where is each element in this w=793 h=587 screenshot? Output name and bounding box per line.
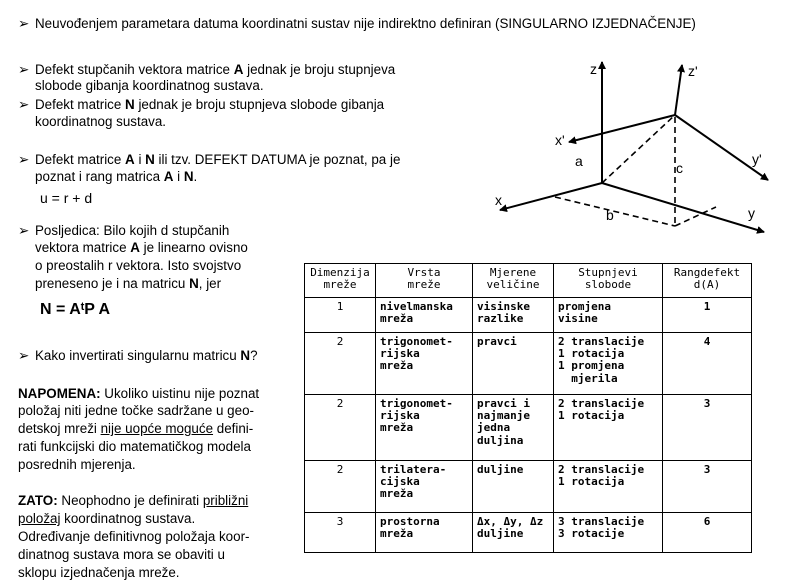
table-row <box>305 513 752 553</box>
table-cell: 2 <box>305 461 376 513</box>
table-cell: 1 <box>663 298 752 333</box>
label-b: b <box>606 207 614 223</box>
table-header-cell: Rangdefekt d(A) <box>663 264 752 298</box>
label-a: a <box>575 153 583 169</box>
x-prime-axis <box>569 115 675 142</box>
bullet-arrow-icon: ➢ <box>18 62 30 77</box>
zato-line-5: sklopu izjednačenja mreže. <box>18 565 180 580</box>
zato-line-4: dinatnog sustava mora se obaviti u <box>18 547 225 562</box>
table-cell: 3 translacije 3 rotacije <box>554 513 663 553</box>
z-prime-axis <box>675 65 682 115</box>
label-c: c <box>676 160 683 176</box>
label-x: x <box>495 192 502 208</box>
label-y: y <box>748 205 755 221</box>
label-x-prime: x' <box>555 132 565 148</box>
bullet-arrow-icon: ➢ <box>18 348 30 363</box>
bullet-1-line-1: ➢ Defekt stupčanih vektora matrice A jednak je broju stupnjeva <box>18 62 396 77</box>
table-row <box>305 298 752 333</box>
bullet-arrow-icon: ➢ <box>18 223 30 238</box>
label-z: z <box>590 61 597 77</box>
table-cell: 3 <box>305 513 376 553</box>
y-prime-axis <box>675 115 768 180</box>
table-cell: nivelmanska mreža <box>376 298 473 333</box>
note-line-1: NAPOMENA: Ukoliko uistinu nije poznat <box>18 386 260 401</box>
bullet-arrow-icon: ➢ <box>18 16 30 31</box>
bullet-4-line-4: preneseno je i na matricu N, jer <box>35 276 222 291</box>
bullet-3-line-2: poznat i rang matrica A i N. <box>35 169 198 184</box>
note-line-4: rati funkcijski dio matematičkog modela <box>18 439 251 454</box>
bullet-arrow-icon: ➢ <box>18 97 30 112</box>
note-line-5: posrednih mjerenja. <box>18 457 136 472</box>
table-header-cell: Mjerene veličine <box>473 264 554 298</box>
table-row <box>305 395 752 461</box>
table-header-cell: Dimenzija mreže <box>305 264 376 298</box>
table-cell: pravci i najmanje jedna duljina <box>473 395 554 461</box>
bullet-2-line-1: ➢ Defekt matrice N jednak je broju stupnjeva slobode gibanja <box>18 97 385 112</box>
y-axis <box>602 183 764 232</box>
table-cell: trigonomet- rijska mreža <box>376 333 473 395</box>
table-cell: 2 translacije 1 rotacija 1 promjena mjerila <box>554 333 663 395</box>
table-header-row <box>305 264 752 298</box>
table-row <box>305 461 752 513</box>
table-cell: 2 <box>305 395 376 461</box>
table-cell: 1 <box>305 298 376 333</box>
table-cell: 2 translacije 1 rotacija <box>554 461 663 513</box>
table-cell: 3 <box>663 395 752 461</box>
x-axis <box>500 183 602 210</box>
rank-defect-table <box>304 263 752 553</box>
zato-line-3: Određivanje definitivnog položaja koor- <box>18 529 250 544</box>
bullet-4-line-1: ➢ Posljedica: Bilo kojih d stupčanih <box>18 223 230 238</box>
table-header-cell: Stupnjevi slobode <box>554 264 663 298</box>
bullet-5-line: ➢ Kako invertirati singularnu matricu N? <box>18 348 258 363</box>
table-row <box>305 333 752 395</box>
bullet-arrow-icon: ➢ <box>18 152 30 167</box>
table-cell: trilatera- cijska mreža <box>376 461 473 513</box>
table-cell: prostorna mreža <box>376 513 473 553</box>
intro-text: Neuvođenjem parametara datuma koordinatni sustav nije indirektno definiran (SINGULARNO IZJEDNAČENJE) <box>35 16 696 31</box>
bullet-1-line-2: slobode gibanja koordinatnog sustava. <box>35 78 264 93</box>
table-cell: pravci <box>473 333 554 395</box>
table-cell: promjena visine <box>554 298 663 333</box>
note-line-2: položaj niti jedne točke sadržane u geo- <box>18 403 254 418</box>
table-cell: visinske razlike <box>473 298 554 333</box>
label-z-prime: z' <box>688 63 698 79</box>
table-cell: 3 <box>663 461 752 513</box>
line-b <box>555 197 675 226</box>
zato-line-1: ZATO: Neophodno je definirati približni <box>18 493 249 508</box>
table-cell: Δx, Δy, Δz duljine <box>473 513 554 553</box>
table-cell: 6 <box>663 513 752 553</box>
table-header-cell: Vrsta mreže <box>376 264 473 298</box>
bullet-4-line-3: o preostalih r vektora. Isto svojstvo <box>35 258 242 273</box>
label-y-prime: y' <box>752 151 762 167</box>
table-cell: duljine <box>473 461 554 513</box>
equation-u: u = r + d <box>40 190 93 206</box>
formula-n: N = AᵗP A <box>40 301 111 318</box>
note-line-3: detskoj mreži nije uopće moguće defini- <box>18 421 254 436</box>
table-cell: 4 <box>663 333 752 395</box>
table-cell: trigonomet- rijska mreža <box>376 395 473 461</box>
bullet-2-line-2: koordinatnog sustava. <box>35 114 167 129</box>
bullet-3-line-1: ➢ Defekt matrice A i N ili tzv. DEFEKT DATUMA je poznat, pa je <box>18 152 401 167</box>
zato-line-2: položaj koordinatnog sustava. <box>18 511 196 526</box>
table-cell: 2 <box>305 333 376 395</box>
table-cell: 2 translacije 1 rotacija <box>554 395 663 461</box>
bullet-4-line-2: vektora matrice A je linearno ovisno <box>35 240 248 255</box>
